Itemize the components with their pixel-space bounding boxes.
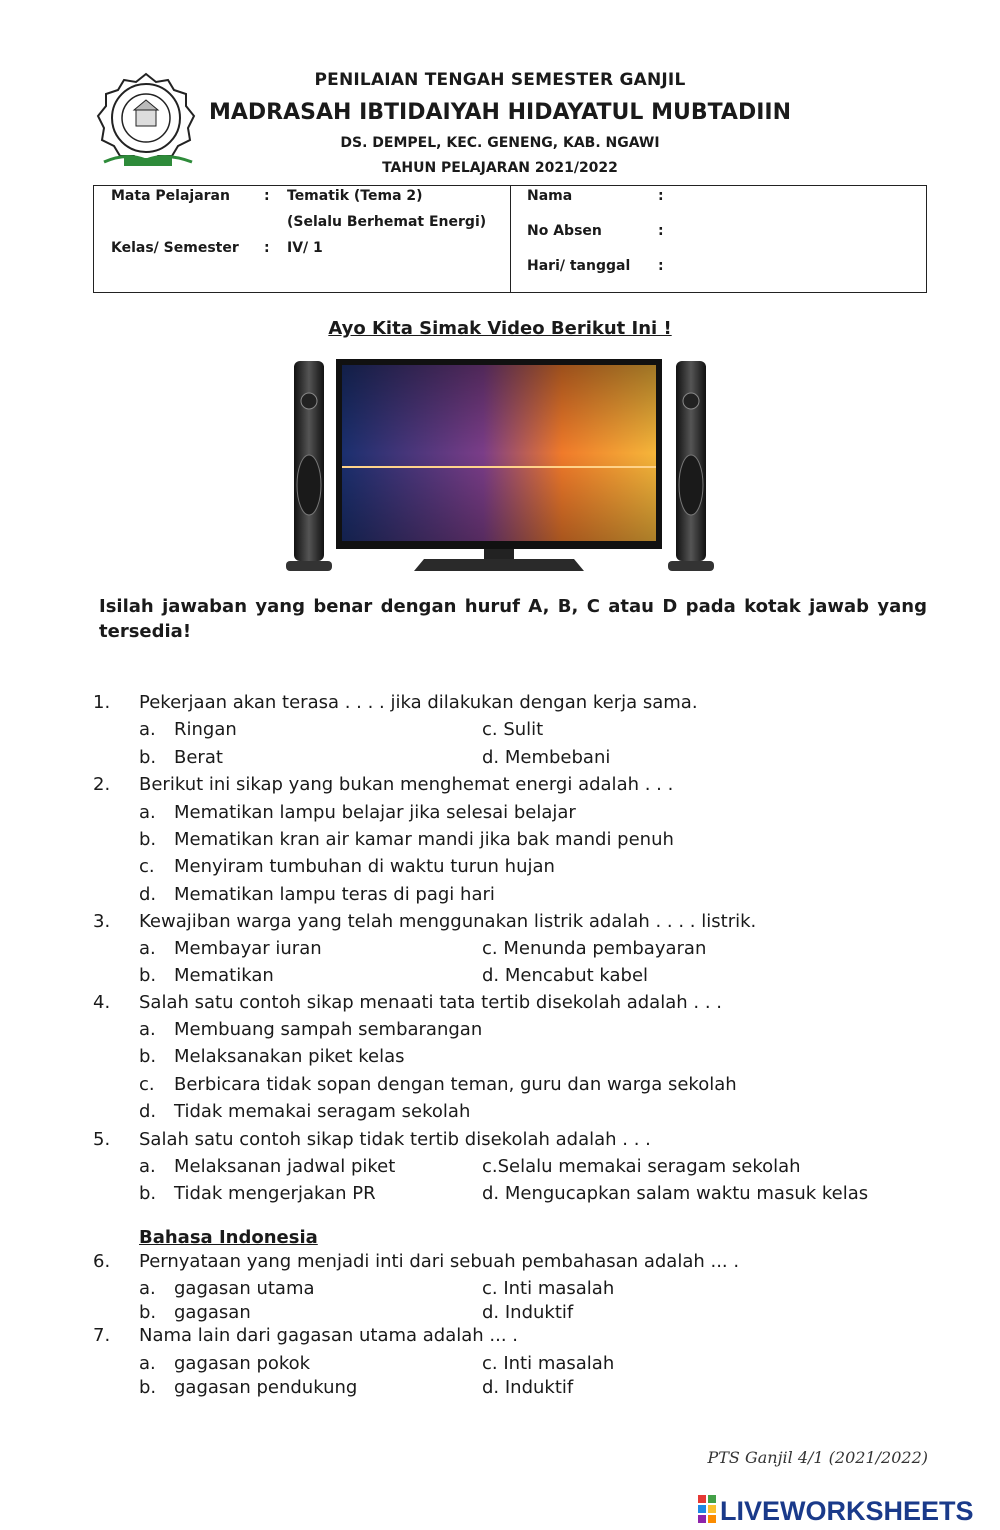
school-address: DS. DEMPEL, KEC. GENENG, KAB. NGAWI [340, 135, 660, 151]
option-b[interactable]: Mematikan kran air kamar mandi jika bak mandi penuh [174, 829, 674, 850]
option-a[interactable]: Membayar iuran [174, 938, 322, 959]
question-text: Pekerjaan akan terasa . . . . jika dilakukan dengan kerja sama. [139, 692, 698, 713]
school-name: MADRASAH IBTIDAIYAH HIDAYATUL MUBTADIIN [208, 100, 791, 125]
question-text: Salah satu contoh sikap tidak tertib disekolah adalah . . . [139, 1129, 651, 1150]
question-number: 1. [93, 692, 111, 713]
date-label: Hari/ tanggal [527, 258, 631, 274]
question-number: 5. [93, 1129, 111, 1150]
question-text: Berikut ini sikap yang bukan menghemat energi adalah . . . [139, 774, 674, 795]
brand-text: LIVEWORKSHEETS [720, 1496, 974, 1526]
option-b[interactable]: Mematikan [174, 965, 274, 986]
option-c[interactable]: c.Selalu memakai seragam sekolah [482, 1156, 801, 1177]
student-info-table: Mata Pelajaran : Tematik (Tema 2) (Selalu Berhemat Energi) Kelas/ Semester : IV/ 1 Nama : No Absen : Hari/ tanggal : [93, 185, 927, 293]
option-a[interactable]: Ringan [174, 719, 237, 740]
question-text: Kewajiban warga yang telah menggunakan listrik adalah . . . . listrik. [139, 911, 757, 932]
option-d[interactable]: d. Mencabut kabel [482, 965, 649, 986]
subject-value: Tematik (Tema 2) [287, 188, 423, 204]
option-a[interactable]: Mematikan lampu belajar jika selesai belajar [174, 802, 576, 823]
option-c[interactable]: c. Inti masalah [482, 1353, 615, 1374]
page-footer: PTS Ganjil 4/1 (2021/2022) [707, 1448, 928, 1467]
option-d[interactable]: d. Membebani [482, 747, 611, 768]
option-c[interactable]: Berbicara tidak sopan dengan teman, guru dan warga sekolah [174, 1074, 737, 1095]
question-number: 6. [93, 1251, 111, 1272]
liveworksheets-logo[interactable] [698, 1492, 998, 1526]
question-number: 3. [93, 911, 111, 932]
school-year: TAHUN PELAJARAN 2021/2022 [382, 160, 618, 176]
option-b[interactable]: Berat [174, 747, 223, 768]
option-d[interactable]: d. Mengucapkan salam waktu masuk kelas [482, 1183, 869, 1204]
question-number: 7. [93, 1325, 111, 1346]
option-c[interactable]: c. Inti masalah [482, 1278, 615, 1299]
instructions: Isilah jawaban yang benar dengan huruf A, B, C atau D pada kotak jawab yang tersedia! [99, 596, 927, 642]
option-b[interactable]: Melaksanakan piket kelas [174, 1046, 405, 1067]
option-c[interactable]: c. Menunda pembayaran [482, 938, 707, 959]
option-a[interactable]: Melaksanan jadwal piket [174, 1156, 396, 1177]
option-a[interactable]: gagasan pokok [174, 1353, 311, 1374]
option-d[interactable]: d. Induktif [482, 1302, 574, 1323]
option-c[interactable]: Menyiram tumbuhan di waktu turun hujan [174, 856, 555, 877]
option-a[interactable]: gagasan utama [174, 1278, 315, 1299]
question-text: Salah satu contoh sikap menaati tata tertib disekolah adalah . . . [139, 992, 722, 1013]
question-text: Nama lain dari gagasan utama adalah ... . [139, 1325, 519, 1346]
option-a[interactable]: Membuang sampah sembarangan [174, 1019, 483, 1040]
question-number: 4. [93, 992, 111, 1013]
subject-label: Mata Pelajaran [111, 188, 230, 204]
option-c[interactable]: c. Sulit [482, 719, 544, 740]
exam-title: PENILAIAN TENGAH SEMESTER GANJIL [314, 70, 686, 90]
option-d[interactable]: d. Induktif [482, 1377, 574, 1398]
question-text: Pernyataan yang menjadi inti dari sebuah pembahasan adalah ... . [139, 1251, 740, 1272]
subject-theme: (Selalu Berhemat Energi) [287, 214, 487, 230]
absen-label: No Absen [527, 223, 602, 239]
option-d[interactable]: Mematikan lampu teras di pagi hari [174, 884, 495, 905]
section-bahasa-indonesia: Bahasa Indonesia [139, 1227, 318, 1248]
class-value: IV/ 1 [287, 240, 323, 256]
option-b[interactable]: Tidak mengerjakan PR [174, 1183, 376, 1204]
question-number: 2. [93, 774, 111, 795]
option-b[interactable]: gagasan [174, 1302, 251, 1323]
name-label: Nama [527, 188, 573, 204]
tv-video-image[interactable] [284, 355, 716, 577]
class-label: Kelas/ Semester [111, 240, 239, 256]
option-b[interactable]: gagasan pendukung [174, 1377, 358, 1398]
option-d[interactable]: Tidak memakai seragam sekolah [174, 1101, 471, 1122]
video-title: Ayo Kita Simak Video Berikut Ini ! [328, 318, 672, 339]
